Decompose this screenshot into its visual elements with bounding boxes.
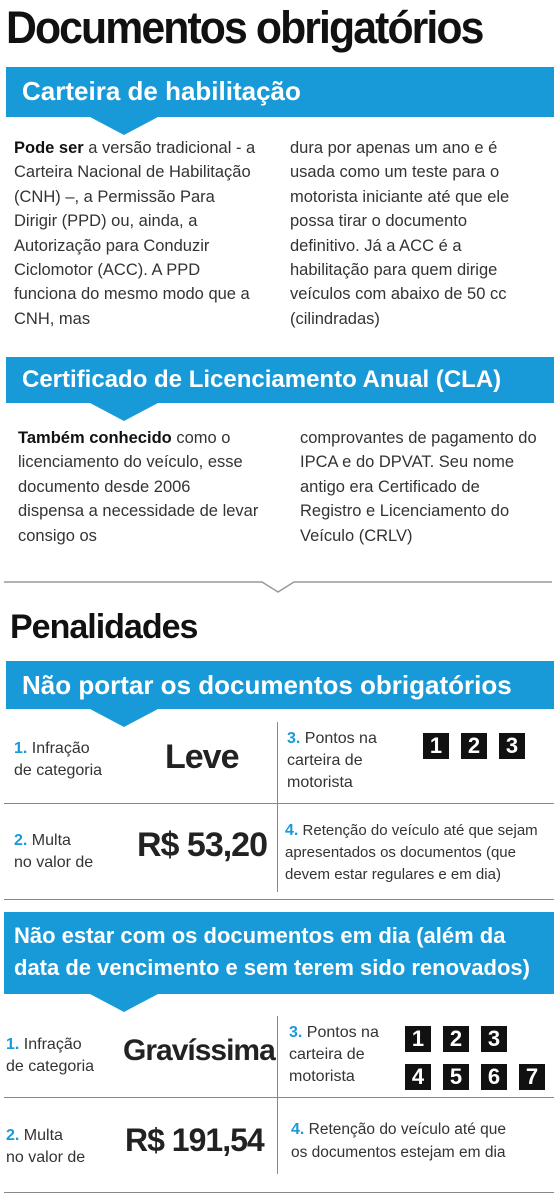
- cnh-banner-notch: [90, 117, 158, 135]
- p1-retencao-text-3: devem estar regulares e em dia): [285, 866, 501, 883]
- penalty1-banner: [6, 661, 554, 709]
- p1-retencao-text-2: apresentados os documentos (que: [285, 844, 516, 861]
- p1-multa-value: R$ 53,20: [137, 826, 267, 864]
- p1-retencao-text-1: Retenção do veículo até que sejam: [302, 822, 538, 839]
- p2-infracao-value: Gravíssima: [123, 1034, 275, 1067]
- penalty2-bottom-line: [4, 1192, 554, 1193]
- p2-retencao-text: [291, 1118, 506, 1164]
- p1-multa-label-1: Multa: [31, 832, 71, 849]
- p1-multa-label-2: no valor de: [14, 854, 94, 871]
- p2-infracao-label: [6, 1034, 94, 1078]
- penalidades-title: Penalidades: [10, 608, 198, 646]
- p2-point-box: 4: [405, 1064, 431, 1090]
- cla-lead: Também conhecido: [18, 429, 172, 447]
- penalty1-row-divider: [4, 803, 554, 804]
- p1-pontos-label-2: carteira de: [287, 752, 363, 769]
- p2-point-box: 3: [481, 1026, 507, 1052]
- p1-infracao-value: Leve: [165, 738, 239, 776]
- p1-point-box: 2: [461, 733, 487, 759]
- page-title: Documentos obrigatórios: [6, 2, 483, 53]
- cnh-banner: [6, 67, 554, 117]
- section-divider: [0, 572, 554, 594]
- cnh-column-1: [14, 136, 262, 331]
- p1-infracao-num: 1.: [14, 740, 28, 757]
- p2-point-box: 5: [443, 1064, 469, 1090]
- p1-retencao-text: [285, 820, 538, 886]
- cla-col1-text: como o licenciamento do veículo, esse documento desde 2006 dispensa a necessidade de levar consigo os: [18, 429, 259, 545]
- p1-pontos-num: 3.: [287, 730, 301, 747]
- penalty2-heading-1: Não estar com os documentos em dia (além da: [14, 923, 506, 948]
- cla-heading: Certificado de Licenciamento Anual (CLA): [22, 366, 502, 393]
- p2-infracao-num: 1.: [6, 1036, 20, 1053]
- penalty1-banner-notch: [90, 709, 158, 727]
- p2-point-box: 2: [443, 1026, 469, 1052]
- p2-point-box: 7: [519, 1064, 545, 1090]
- p2-point-box: 1: [405, 1026, 431, 1052]
- p2-infracao-label-1: Infração: [23, 1036, 82, 1053]
- p1-infracao-label-2: de categoria: [14, 762, 103, 779]
- p1-infracao-label-1: Infração: [31, 740, 90, 757]
- p2-pontos-label-3: motorista: [289, 1068, 355, 1085]
- penalty1-bottom-line: [4, 899, 554, 900]
- penalty2-banner: [4, 912, 554, 994]
- p1-pontos-label-1: Pontos na: [304, 730, 377, 747]
- penalty1-heading: Não portar os documentos obrigatórios: [22, 670, 512, 700]
- cla-column-1: [18, 426, 260, 548]
- p2-retencao-text-2: os documentos estejam em dia: [291, 1144, 506, 1161]
- p2-infracao-label-2: de categoria: [6, 1058, 95, 1075]
- p1-point-box: 3: [499, 733, 525, 759]
- p2-multa-label-2: no valor de: [6, 1149, 86, 1166]
- p2-point-box: 6: [481, 1064, 507, 1090]
- cla-banner: [6, 357, 554, 403]
- p2-pontos-label-2: carteira de: [289, 1046, 365, 1063]
- p2-multa-label-1: Multa: [23, 1127, 63, 1144]
- cnh-heading: Carteira de habilitação: [22, 76, 301, 106]
- cla-banner-notch: [90, 403, 158, 421]
- p2-pontos-label-1: Pontos na: [306, 1024, 379, 1041]
- p2-multa-label: [6, 1125, 85, 1169]
- p1-retencao-num: 4.: [285, 822, 299, 839]
- p2-retencao-num: 4.: [291, 1121, 305, 1138]
- p1-point-box: 1: [423, 733, 449, 759]
- p1-infracao-label: [14, 738, 102, 782]
- penalty2-heading-2: data de vencimento e sem terem sido renovados): [14, 955, 530, 980]
- p1-multa-num: 2.: [14, 832, 28, 849]
- p2-multa-value: R$ 191,54: [125, 1122, 264, 1158]
- p2-pontos-label: [289, 1022, 379, 1088]
- p1-pontos-label: [287, 728, 377, 794]
- penalty1-col-divider: [277, 722, 278, 892]
- cnh-col1-text: a versão tradicional - a Carteira Nacional de Habilitação (CNH) –, a Permissão Para Dirigir (PPD) ou, ainda, a Autorização para Conduzir Ciclomotor (ACC). A PPD funciona do mesmo modo que a CNH, mas: [14, 139, 256, 328]
- cla-column-2: comprovantes de pagamento do IPCA e do DPVAT. Seu nome antigo era Certificado de Registro e Licenciamento do Veículo (CRLV): [300, 429, 537, 545]
- cnh-column-2: dura por apenas um ano e é usada como um teste para o motorista iniciante até que ele possa tirar o documento definitivo. Já a ACC é a habilitação para quem dirige veículos com abaixo de 50 cc (cilindradas): [290, 139, 510, 328]
- penalty2-row-divider: [4, 1097, 554, 1098]
- p2-retencao-text-1: Retenção do veículo até que: [308, 1121, 506, 1138]
- p2-multa-num: 2.: [6, 1127, 20, 1144]
- penalty2-banner-notch: [90, 994, 158, 1012]
- penalty2-col-divider: [277, 1016, 278, 1174]
- p1-pontos-label-3: motorista: [287, 774, 353, 791]
- cnh-lead: Pode ser: [14, 139, 84, 157]
- p2-pontos-num: 3.: [289, 1024, 303, 1041]
- p1-multa-label: [14, 830, 93, 874]
